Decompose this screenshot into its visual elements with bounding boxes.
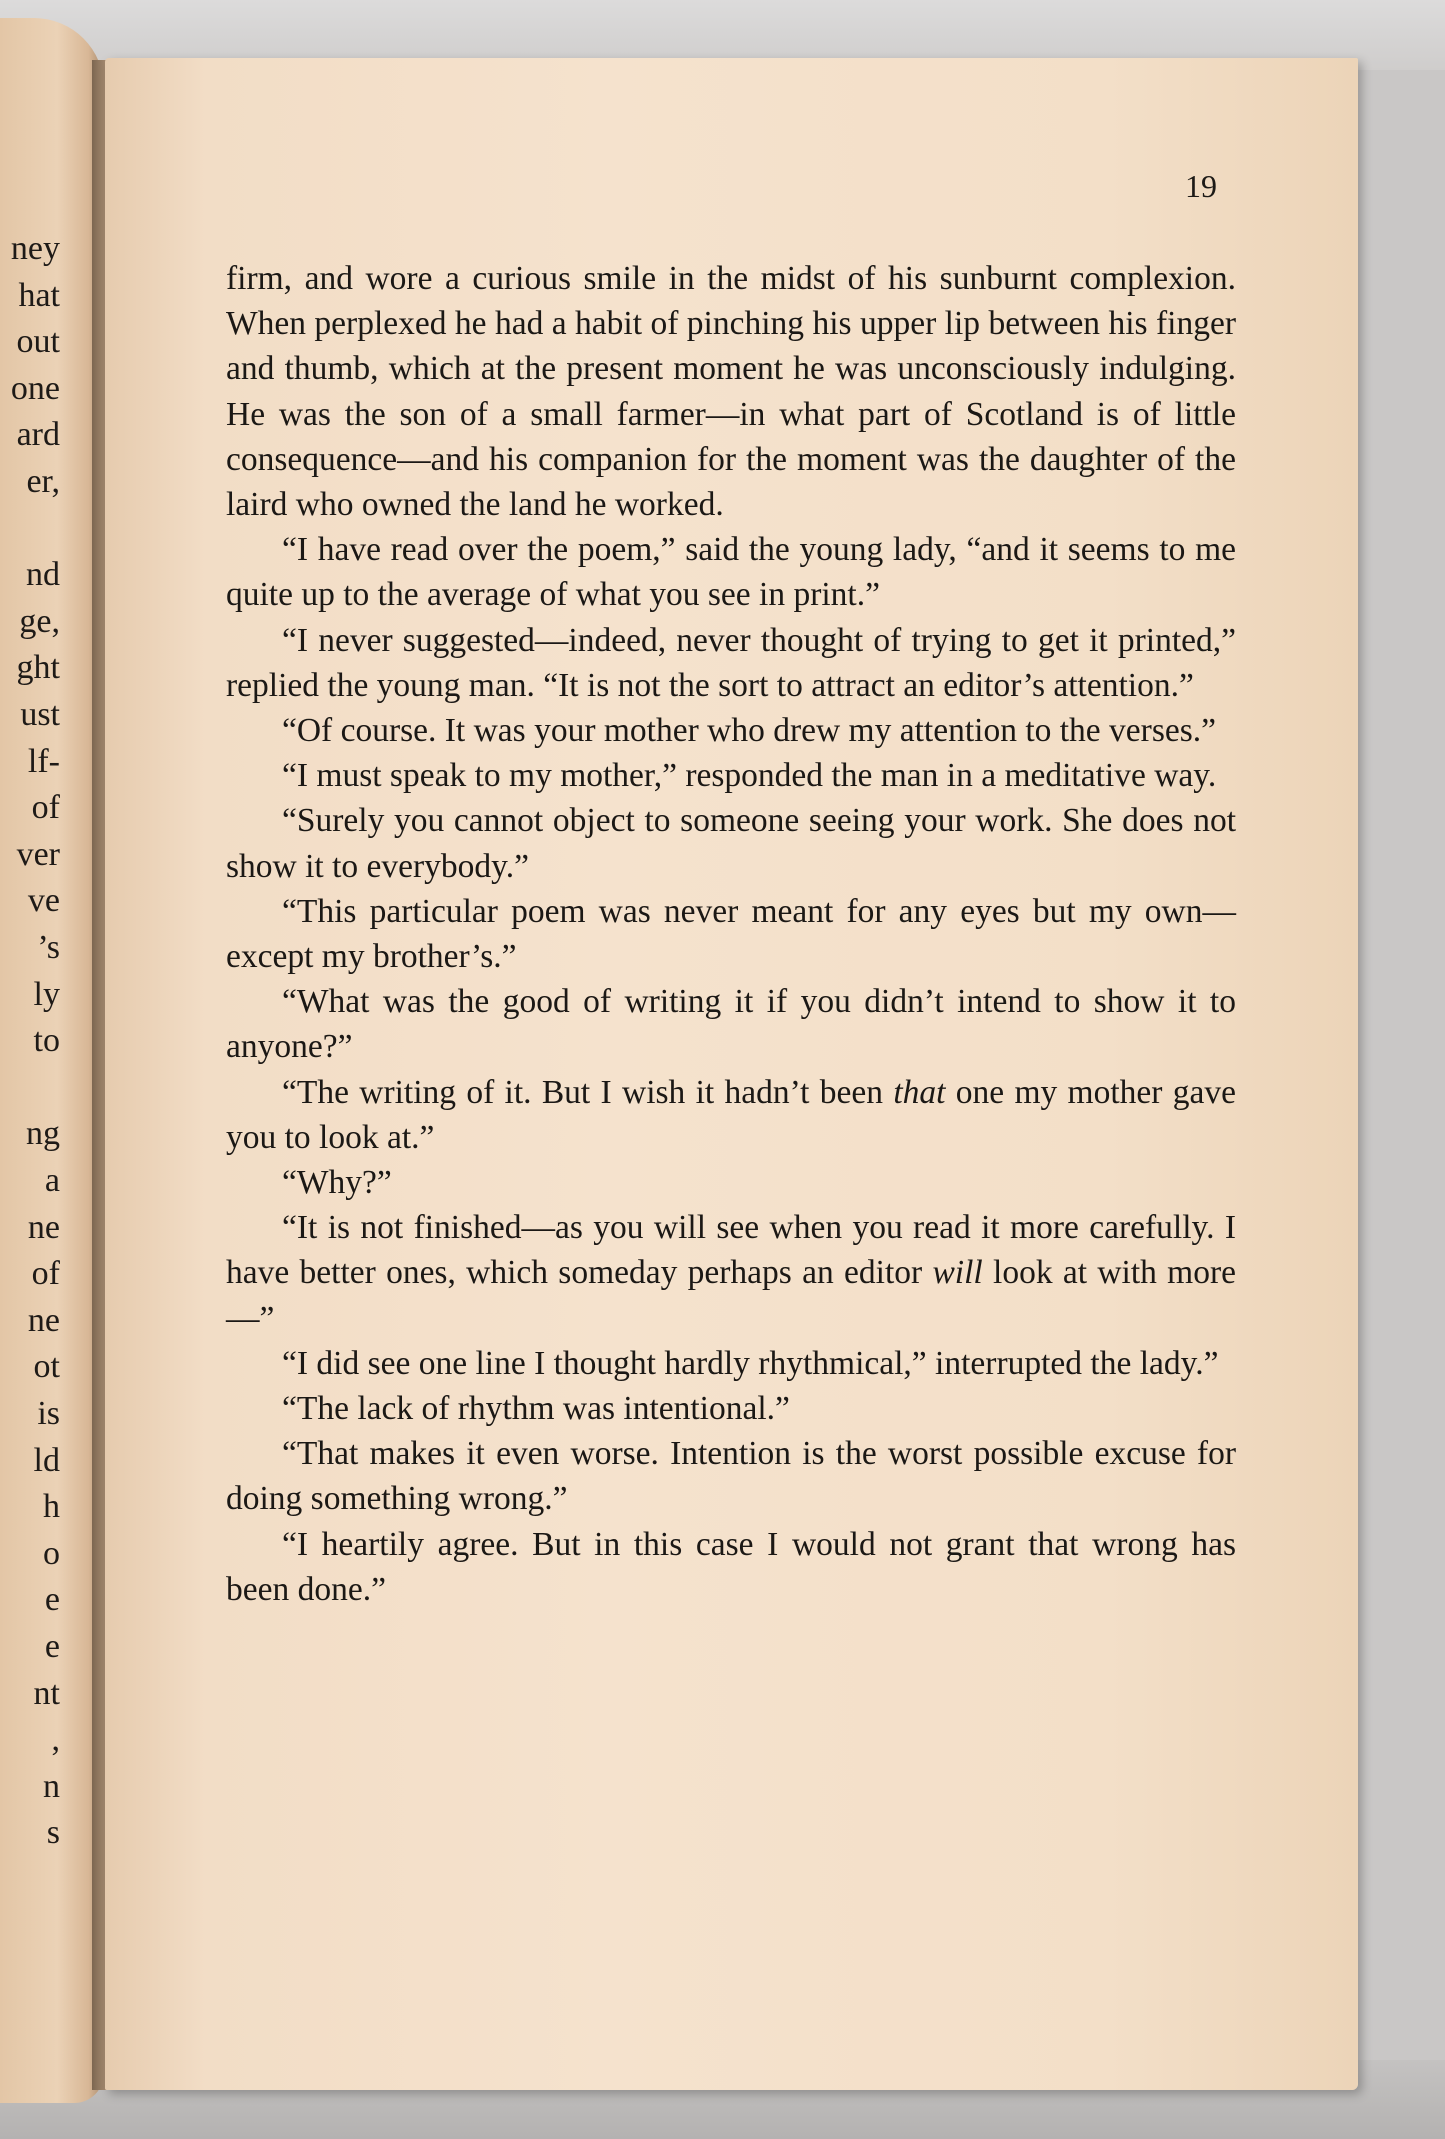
italic-word: that bbox=[893, 1073, 946, 1111]
left-page-fragment: e bbox=[44, 1628, 60, 1665]
left-page-fragment: is bbox=[37, 1395, 60, 1432]
paragraph-text: look at with more—” bbox=[226, 1254, 1236, 1337]
paragraph: “I heartily agree. But in this case I would not grant that wrong has been done.” bbox=[226, 1525, 1236, 1608]
paragraph bbox=[226, 1070, 1236, 1160]
page-body-text bbox=[226, 256, 1236, 1612]
left-page-fragment: ust bbox=[20, 696, 60, 733]
left-page-fragment: s bbox=[46, 1814, 60, 1852]
left-page-fragment: er, bbox=[26, 463, 60, 500]
left-page-fragment: a bbox=[44, 1162, 60, 1199]
left-page-fragment: nd bbox=[26, 556, 60, 594]
left-page-fragment: ’s bbox=[37, 929, 60, 966]
paragraph: “Surely you cannot object to someone seeing your work. She does not show it to everybody.” bbox=[226, 802, 1236, 885]
paragraph: “What was the good of writing it if you didn’t intend to show it to anyone?” bbox=[226, 983, 1236, 1066]
paragraph bbox=[226, 1205, 1236, 1341]
left-page-fragment: , bbox=[51, 1721, 60, 1759]
paragraph: “I never suggested—indeed, never thought of trying to get it printed,” replied the young man. “It is not the sort to attract an editor’s attention.” bbox=[226, 621, 1236, 704]
left-page-fragment: ard bbox=[16, 416, 60, 454]
left-page-fragment: ot bbox=[33, 1348, 60, 1386]
italic-word: will bbox=[932, 1254, 983, 1292]
paragraph: “Why?” bbox=[282, 1164, 392, 1202]
paragraph: “This particular poem was never meant for any eyes but my own—except my brother’s.” bbox=[226, 892, 1236, 976]
paragraph: firm, and wore a curious smile in the midst of his sunburnt complexion. When perplexed he had a habit of pinching his upper lip between his finger and thumb, which at the present moment he was unconsciously indulging. He was the son of a small farmer—in what part of Scotland is of little consequence—and his companion for the moment was the daughter of the laird who owned the land he worked. bbox=[226, 260, 1236, 524]
left-page-fragment: lf- bbox=[27, 742, 60, 780]
paragraph: “I must speak to my mother,” responded the man in a meditative way. bbox=[282, 757, 1217, 795]
left-page-fragment: ly bbox=[33, 975, 60, 1013]
paragraph: “I did see one line I thought hardly rhythmical,” interrupted the lady.” bbox=[282, 1344, 1219, 1382]
paragraph: “That makes it even worse. Intention is the worst possible excuse for doing something wrong.” bbox=[226, 1435, 1236, 1518]
left-page-fragment: of bbox=[31, 789, 60, 827]
paragraph-text: “The writing of it. But I wish it hadn’t been bbox=[282, 1073, 894, 1111]
page-number: 19 bbox=[1185, 168, 1217, 204]
paragraph: “Of course. It was your mother who drew my attention to the verses.” bbox=[282, 712, 1217, 750]
left-page-fragment: ld bbox=[33, 1441, 60, 1479]
left-page-fragment: h bbox=[43, 1488, 60, 1526]
left-page-fragment: ne bbox=[27, 1208, 60, 1246]
left-page-fragment: ve bbox=[27, 882, 60, 920]
paragraph: “The lack of rhythm was intentional.” bbox=[282, 1390, 790, 1428]
paragraph: “I have read over the poem,” said the young lady, “and it seems to me quite up to the average of what you see in print.” bbox=[226, 531, 1236, 614]
left-page-fragment: e bbox=[44, 1581, 60, 1619]
left-page-fragment: of bbox=[31, 1255, 60, 1293]
left-page-fragment: hat bbox=[18, 276, 60, 314]
left-page-fragment: ney bbox=[10, 230, 60, 267]
left-page-fragment: ge, bbox=[19, 602, 60, 640]
left-page-fragment: ver bbox=[16, 835, 60, 873]
left-page-fragment: o bbox=[43, 1534, 60, 1572]
paragraph-text: “It is not finished—as you will see when you read it more carefully. I have better ones, which someday perhaps an editor bbox=[226, 1209, 1236, 1292]
left-page-fragment: ng bbox=[26, 1115, 60, 1153]
left-page-fragment: nt bbox=[33, 1674, 60, 1712]
left-page-fragment: n bbox=[43, 1767, 60, 1805]
left-page-fragment: ne bbox=[27, 1301, 60, 1339]
left-page-fragment: to bbox=[33, 1022, 60, 1060]
left-page-fragment: out bbox=[16, 323, 60, 361]
left-page-fragment: one bbox=[10, 369, 60, 407]
left-page bbox=[0, 18, 104, 2103]
left-page-fragment: ght bbox=[16, 649, 60, 687]
paragraph-text: one my mother gave you to look at.” bbox=[226, 1073, 1236, 1156]
